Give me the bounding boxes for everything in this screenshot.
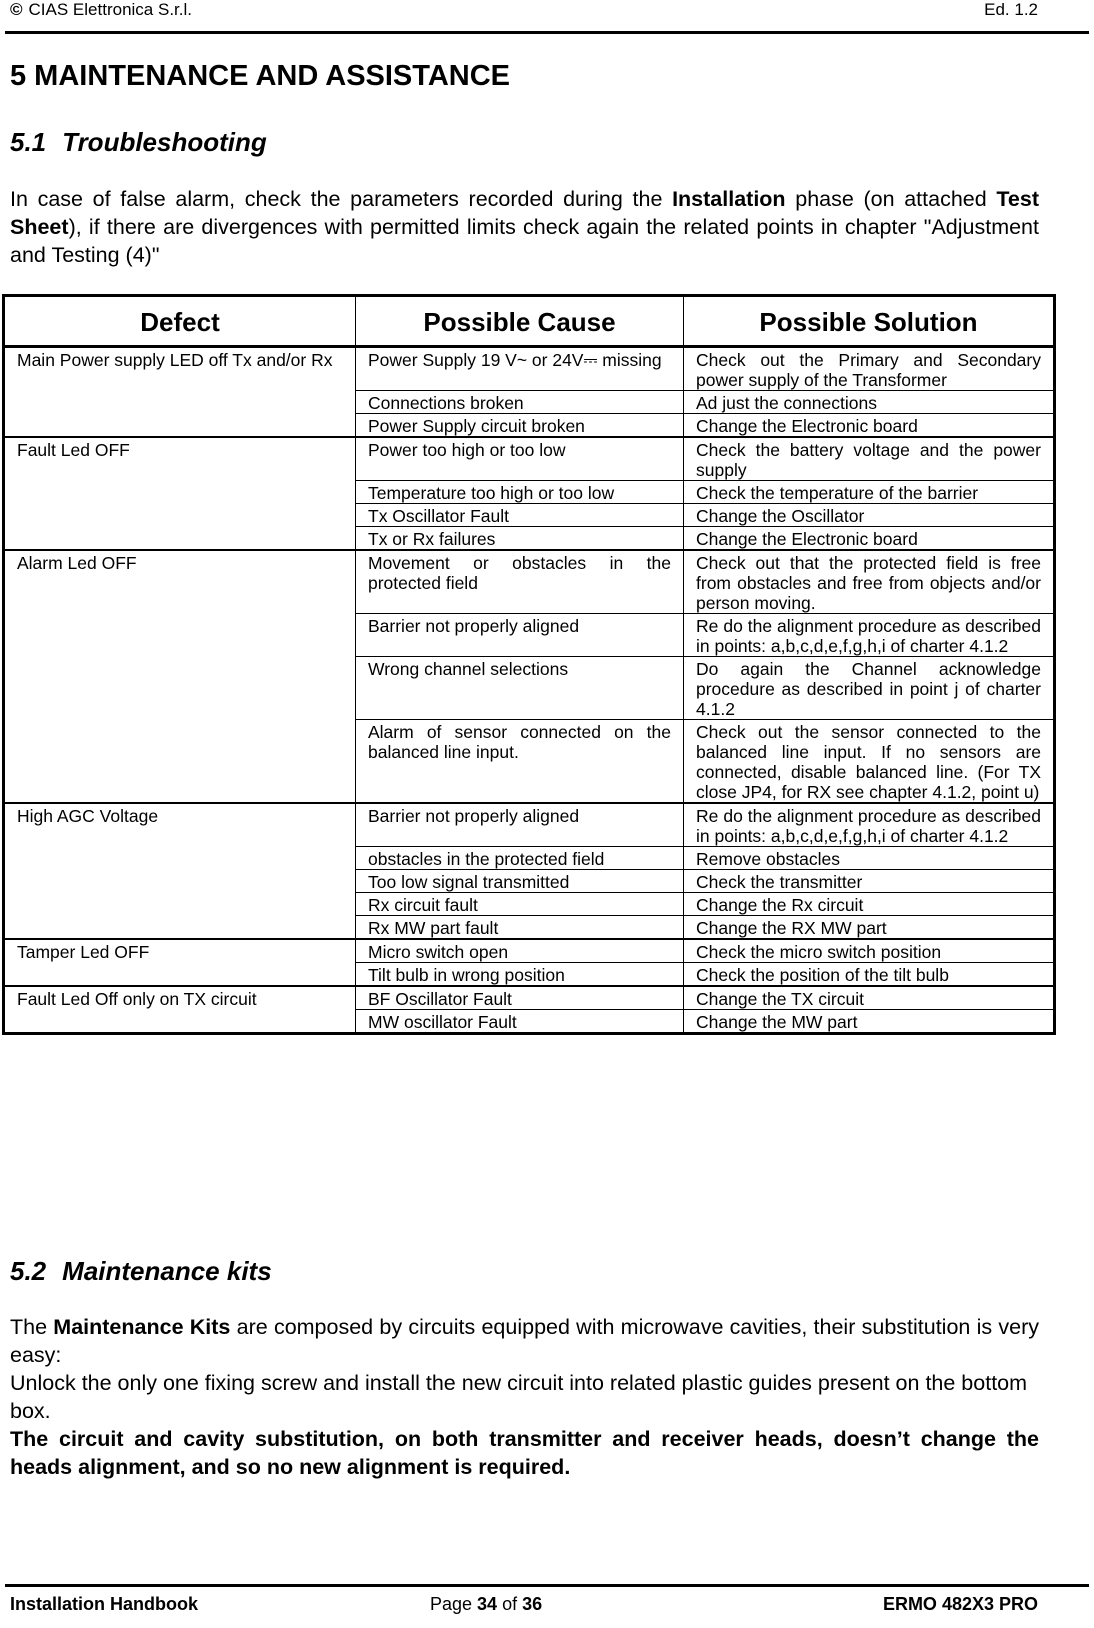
cause-cell: Wrong channel selections: [356, 657, 684, 720]
solution-cell: Ad just the connections: [684, 391, 1055, 414]
kits-paragraph-1: [10, 1313, 1039, 1369]
defect-cell: Tamper Led OFF: [4, 939, 356, 986]
solution-cell: Re do the alignment procedure as described in points: a,b,c,d,e,f,g,h,i of charter 4.1.2: [684, 614, 1055, 657]
solution-cell: Change the RX MW part: [684, 916, 1055, 940]
header-company: [10, 0, 192, 20]
solution-cell: Check the battery voltage and the power supply: [684, 437, 1055, 481]
table-row: [4, 939, 1055, 963]
solution-cell: Change the Electronic board: [684, 527, 1055, 551]
chapter-title: 5 MAINTENANCE AND ASSISTANCE: [10, 60, 511, 92]
section-number: 5.1: [10, 127, 47, 157]
column-header-solution: Possible Solution: [684, 296, 1055, 347]
header-edition: Ed. 1.2: [984, 0, 1038, 19]
table-row: [4, 803, 1055, 847]
solution-cell: Change the Oscillator: [684, 504, 1055, 527]
cause-cell: Barrier not properly aligned: [356, 803, 684, 847]
cause-cell: Rx MW part fault: [356, 916, 684, 940]
section-title: Maintenance kits: [62, 1256, 272, 1286]
solution-cell: Check out the sensor connected to the balanced line input. If no sensors are connected, disable balanced line. (For TX close JP4, for RX see chapter 4.1.2, point u): [684, 720, 1055, 804]
solution-cell: Do again the Channel acknowledge procedure as described in point j of charter 4.1.2: [684, 657, 1055, 720]
solution-cell: Check the temperature of the barrier: [684, 481, 1055, 504]
table-row: [4, 437, 1055, 481]
cause-cell: Rx circuit fault: [356, 893, 684, 916]
kits-text: The: [10, 1315, 54, 1339]
intro-paragraph: [10, 185, 1039, 269]
kits-text: are composed by circuits equipped with microwave cavities, their substitution is very easy:: [10, 1315, 1039, 1367]
cause-cell: Movement or obstacles in the protected field: [356, 550, 684, 614]
cause-cell: MW oscillator Fault: [356, 1010, 684, 1034]
table-row: [4, 550, 1055, 614]
intro-bold-installation: Installation: [672, 187, 786, 211]
solution-cell: Re do the alignment procedure as described in points: a,b,c,d,e,f,g,h,i of charter 4.1.2: [684, 803, 1055, 847]
copyright-icon: ©: [10, 0, 23, 19]
table-header-row: [4, 296, 1055, 347]
cause-cell: Connections broken: [356, 391, 684, 414]
cause-cell: Power too high or too low: [356, 437, 684, 481]
column-header-defect: Defect: [4, 296, 356, 347]
solution-cell: Change the MW part: [684, 1010, 1055, 1034]
cause-cell: Micro switch open: [356, 939, 684, 963]
section-number: 5.2: [10, 1256, 47, 1286]
defect-cell: High AGC Voltage: [4, 803, 356, 939]
table-row: [4, 986, 1055, 1010]
section-title: Troubleshooting: [62, 127, 267, 157]
kits-paragraph-3: The circuit and cavity substitution, on both transmitter and receiver heads, doesn’t change the heads alignment, and so no new alignment is required.: [10, 1427, 1039, 1479]
footer-product-name: ERMO 482X3 PRO: [882, 1594, 1038, 1614]
solution-cell: Check the transmitter: [684, 870, 1055, 893]
cause-cell: Power Supply 19 V~ or 24V⎓ missing: [356, 347, 684, 391]
defect-cell: Fault Led Off only on TX circuit: [4, 986, 356, 1034]
cause-cell: Power Supply circuit broken: [356, 414, 684, 438]
solution-cell: Check the micro switch position: [684, 939, 1055, 963]
solution-cell: Check the position of the tilt bulb: [684, 963, 1055, 987]
company-name: CIAS Elettronica S.r.l.: [28, 0, 192, 19]
cause-cell: obstacles in the protected field: [356, 847, 684, 870]
section-heading-troubleshooting: [10, 127, 267, 158]
intro-text: In case of false alarm, check the parameters recorded during the: [10, 187, 673, 211]
intro-text: ), if there are divergences with permitted limits check again the related points in chapter "Adjustment and Testing (4)": [10, 215, 1039, 267]
footer-handbook-title: Installation Handbook: [10, 1594, 199, 1614]
cause-cell: Too low signal transmitted: [356, 870, 684, 893]
kits-bold-term: Maintenance Kits: [53, 1315, 231, 1339]
solution-cell: Change the Electronic board: [684, 414, 1055, 438]
solution-cell: Change the Rx circuit: [684, 893, 1055, 916]
page-of: of: [497, 1594, 523, 1614]
maintenance-kits-body: [10, 1313, 1039, 1481]
page-current: 34: [477, 1594, 498, 1614]
intro-bold-test-sheet: Test Sheet: [10, 187, 1039, 239]
footer-divider: [5, 1584, 1089, 1587]
column-header-cause: Possible Cause: [356, 296, 684, 347]
defect-cell: Fault Led OFF: [4, 437, 356, 550]
page-total: 36: [522, 1594, 543, 1614]
solution-cell: Check out the Primary and Secondary power supply of the Transformer: [684, 347, 1055, 391]
defect-cell: Main Power supply LED off Tx and/or Rx: [4, 347, 356, 438]
intro-text: phase (on attached: [785, 187, 997, 211]
solution-cell: Check out that the protected field is free from obstacles and free from objects and/or person moving.: [684, 550, 1055, 614]
cause-cell: BF Oscillator Fault: [356, 986, 684, 1010]
section-heading-maintenance-kits: [10, 1256, 272, 1287]
solution-cell: Remove obstacles: [684, 847, 1055, 870]
kits-paragraph-2: Unlock the only one fixing screw and install the new circuit into related plastic guides present on the bottom box.: [10, 1371, 1028, 1423]
header-divider: [5, 31, 1089, 34]
cause-cell: Tx or Rx failures: [356, 527, 684, 551]
cause-cell: Barrier not properly aligned: [356, 614, 684, 657]
cause-cell: Tx Oscillator Fault: [356, 504, 684, 527]
troubleshooting-table: [2, 294, 1056, 1035]
cause-cell: Tilt bulb in wrong position: [356, 963, 684, 987]
cause-cell: Alarm of sensor connected on the balanced line input.: [356, 720, 684, 804]
cause-cell: Temperature too high or too low: [356, 481, 684, 504]
table-row: [4, 347, 1055, 391]
footer-page-number: [430, 1594, 542, 1615]
defect-cell: Alarm Led OFF: [4, 550, 356, 803]
solution-cell: Change the TX circuit: [684, 986, 1055, 1010]
page-label: Page: [430, 1594, 478, 1614]
